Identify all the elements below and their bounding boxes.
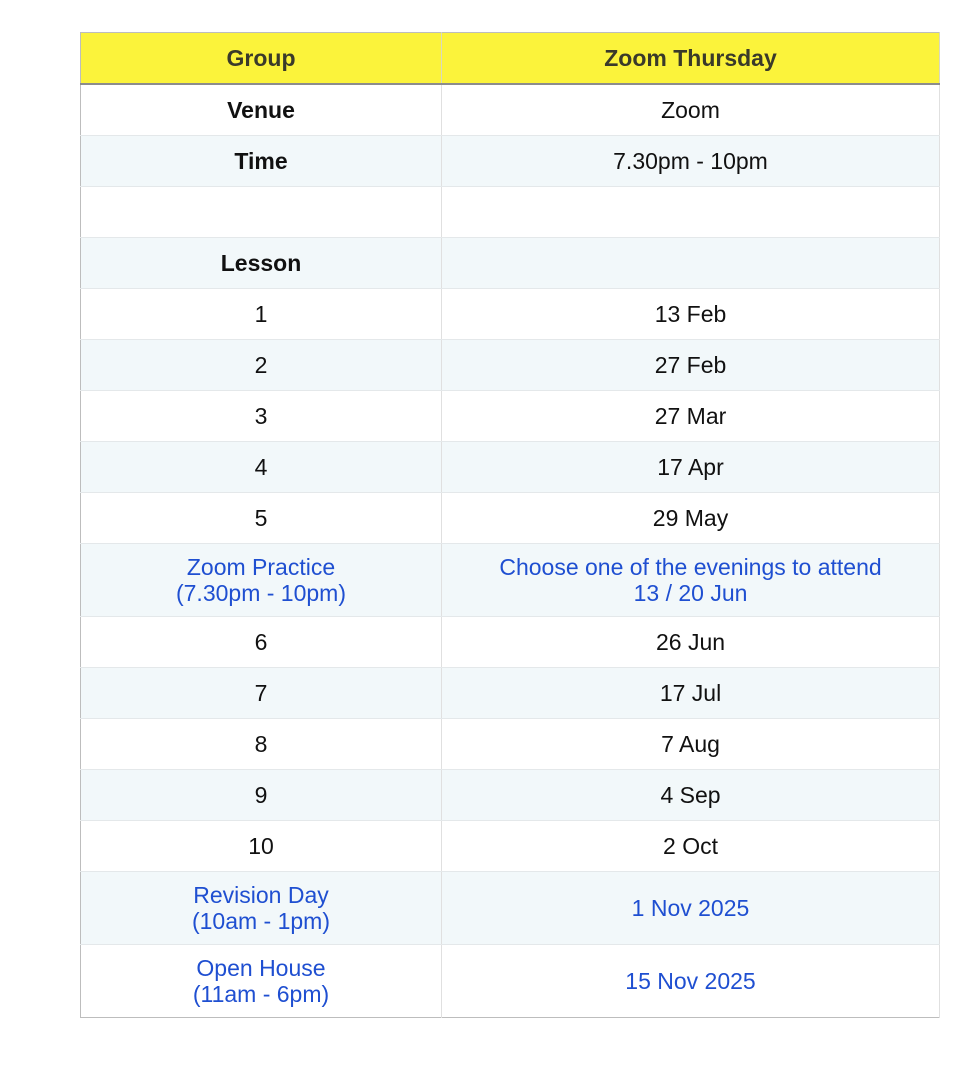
lesson-date: 26 Jun <box>442 617 940 668</box>
revision-day-date: 1 Nov 2025 <box>442 872 940 945</box>
lesson-row <box>81 821 940 872</box>
zoom-practice-note: Choose one of the evenings to attend <box>499 554 882 580</box>
revision-day-label <box>81 872 442 945</box>
lesson-number: 8 <box>81 719 442 770</box>
empty-cell <box>442 238 940 289</box>
lesson-date: 27 Mar <box>442 391 940 442</box>
venue-label: Venue <box>81 84 442 136</box>
lesson-date: 29 May <box>442 493 940 544</box>
open-house-title: Open House <box>196 955 326 981</box>
time-label: Time <box>81 136 442 187</box>
lesson-date: 27 Feb <box>442 340 940 391</box>
lesson-row <box>81 493 940 544</box>
lesson-row <box>81 770 940 821</box>
time-value: 7.30pm - 10pm <box>442 136 940 187</box>
lesson-heading-row <box>81 238 940 289</box>
venue-row <box>81 84 940 136</box>
lesson-date: 13 Feb <box>442 289 940 340</box>
lesson-number: 2 <box>81 340 442 391</box>
zoom-practice-dates: 13 / 20 Jun <box>633 580 748 606</box>
lesson-number: 6 <box>81 617 442 668</box>
lesson-row <box>81 719 940 770</box>
open-house-time: (11am - 6pm) <box>192 981 330 1007</box>
lesson-number: 10 <box>81 821 442 872</box>
zoom-practice-title: Zoom Practice <box>186 554 336 580</box>
lesson-number: 7 <box>81 668 442 719</box>
revision-day-time: (10am - 1pm) <box>191 908 331 934</box>
lesson-date: 4 Sep <box>442 770 940 821</box>
zoom-practice-time: (7.30pm - 10pm) <box>175 580 346 606</box>
revision-day-row <box>81 872 940 945</box>
zoom-practice-row <box>81 544 940 617</box>
time-row <box>81 136 940 187</box>
lesson-number: 9 <box>81 770 442 821</box>
revision-day-title: Revision Day <box>193 882 329 908</box>
lesson-date: 17 Jul <box>442 668 940 719</box>
header-group: Group <box>81 33 442 85</box>
open-house-date: 15 Nov 2025 <box>442 945 940 1018</box>
zoom-practice-label <box>81 544 442 617</box>
lesson-row <box>81 391 940 442</box>
header-row <box>81 33 940 85</box>
lesson-number: 1 <box>81 289 442 340</box>
lesson-number: 5 <box>81 493 442 544</box>
open-house-label <box>81 945 442 1018</box>
venue-value: Zoom <box>442 84 940 136</box>
empty-cell <box>442 187 940 238</box>
header-zoom-thursday: Zoom Thursday <box>442 33 940 85</box>
empty-row <box>81 187 940 238</box>
lesson-date: 2 Oct <box>442 821 940 872</box>
lesson-date: 7 Aug <box>442 719 940 770</box>
lesson-row <box>81 668 940 719</box>
zoom-practice-value <box>442 544 940 617</box>
schedule-table <box>80 32 940 1018</box>
empty-cell <box>81 187 442 238</box>
lesson-heading: Lesson <box>81 238 442 289</box>
lesson-date: 17 Apr <box>442 442 940 493</box>
open-house-row <box>81 945 940 1018</box>
lesson-row <box>81 289 940 340</box>
lesson-row <box>81 340 940 391</box>
lesson-number: 3 <box>81 391 442 442</box>
lesson-row <box>81 442 940 493</box>
lesson-number: 4 <box>81 442 442 493</box>
lesson-row <box>81 617 940 668</box>
